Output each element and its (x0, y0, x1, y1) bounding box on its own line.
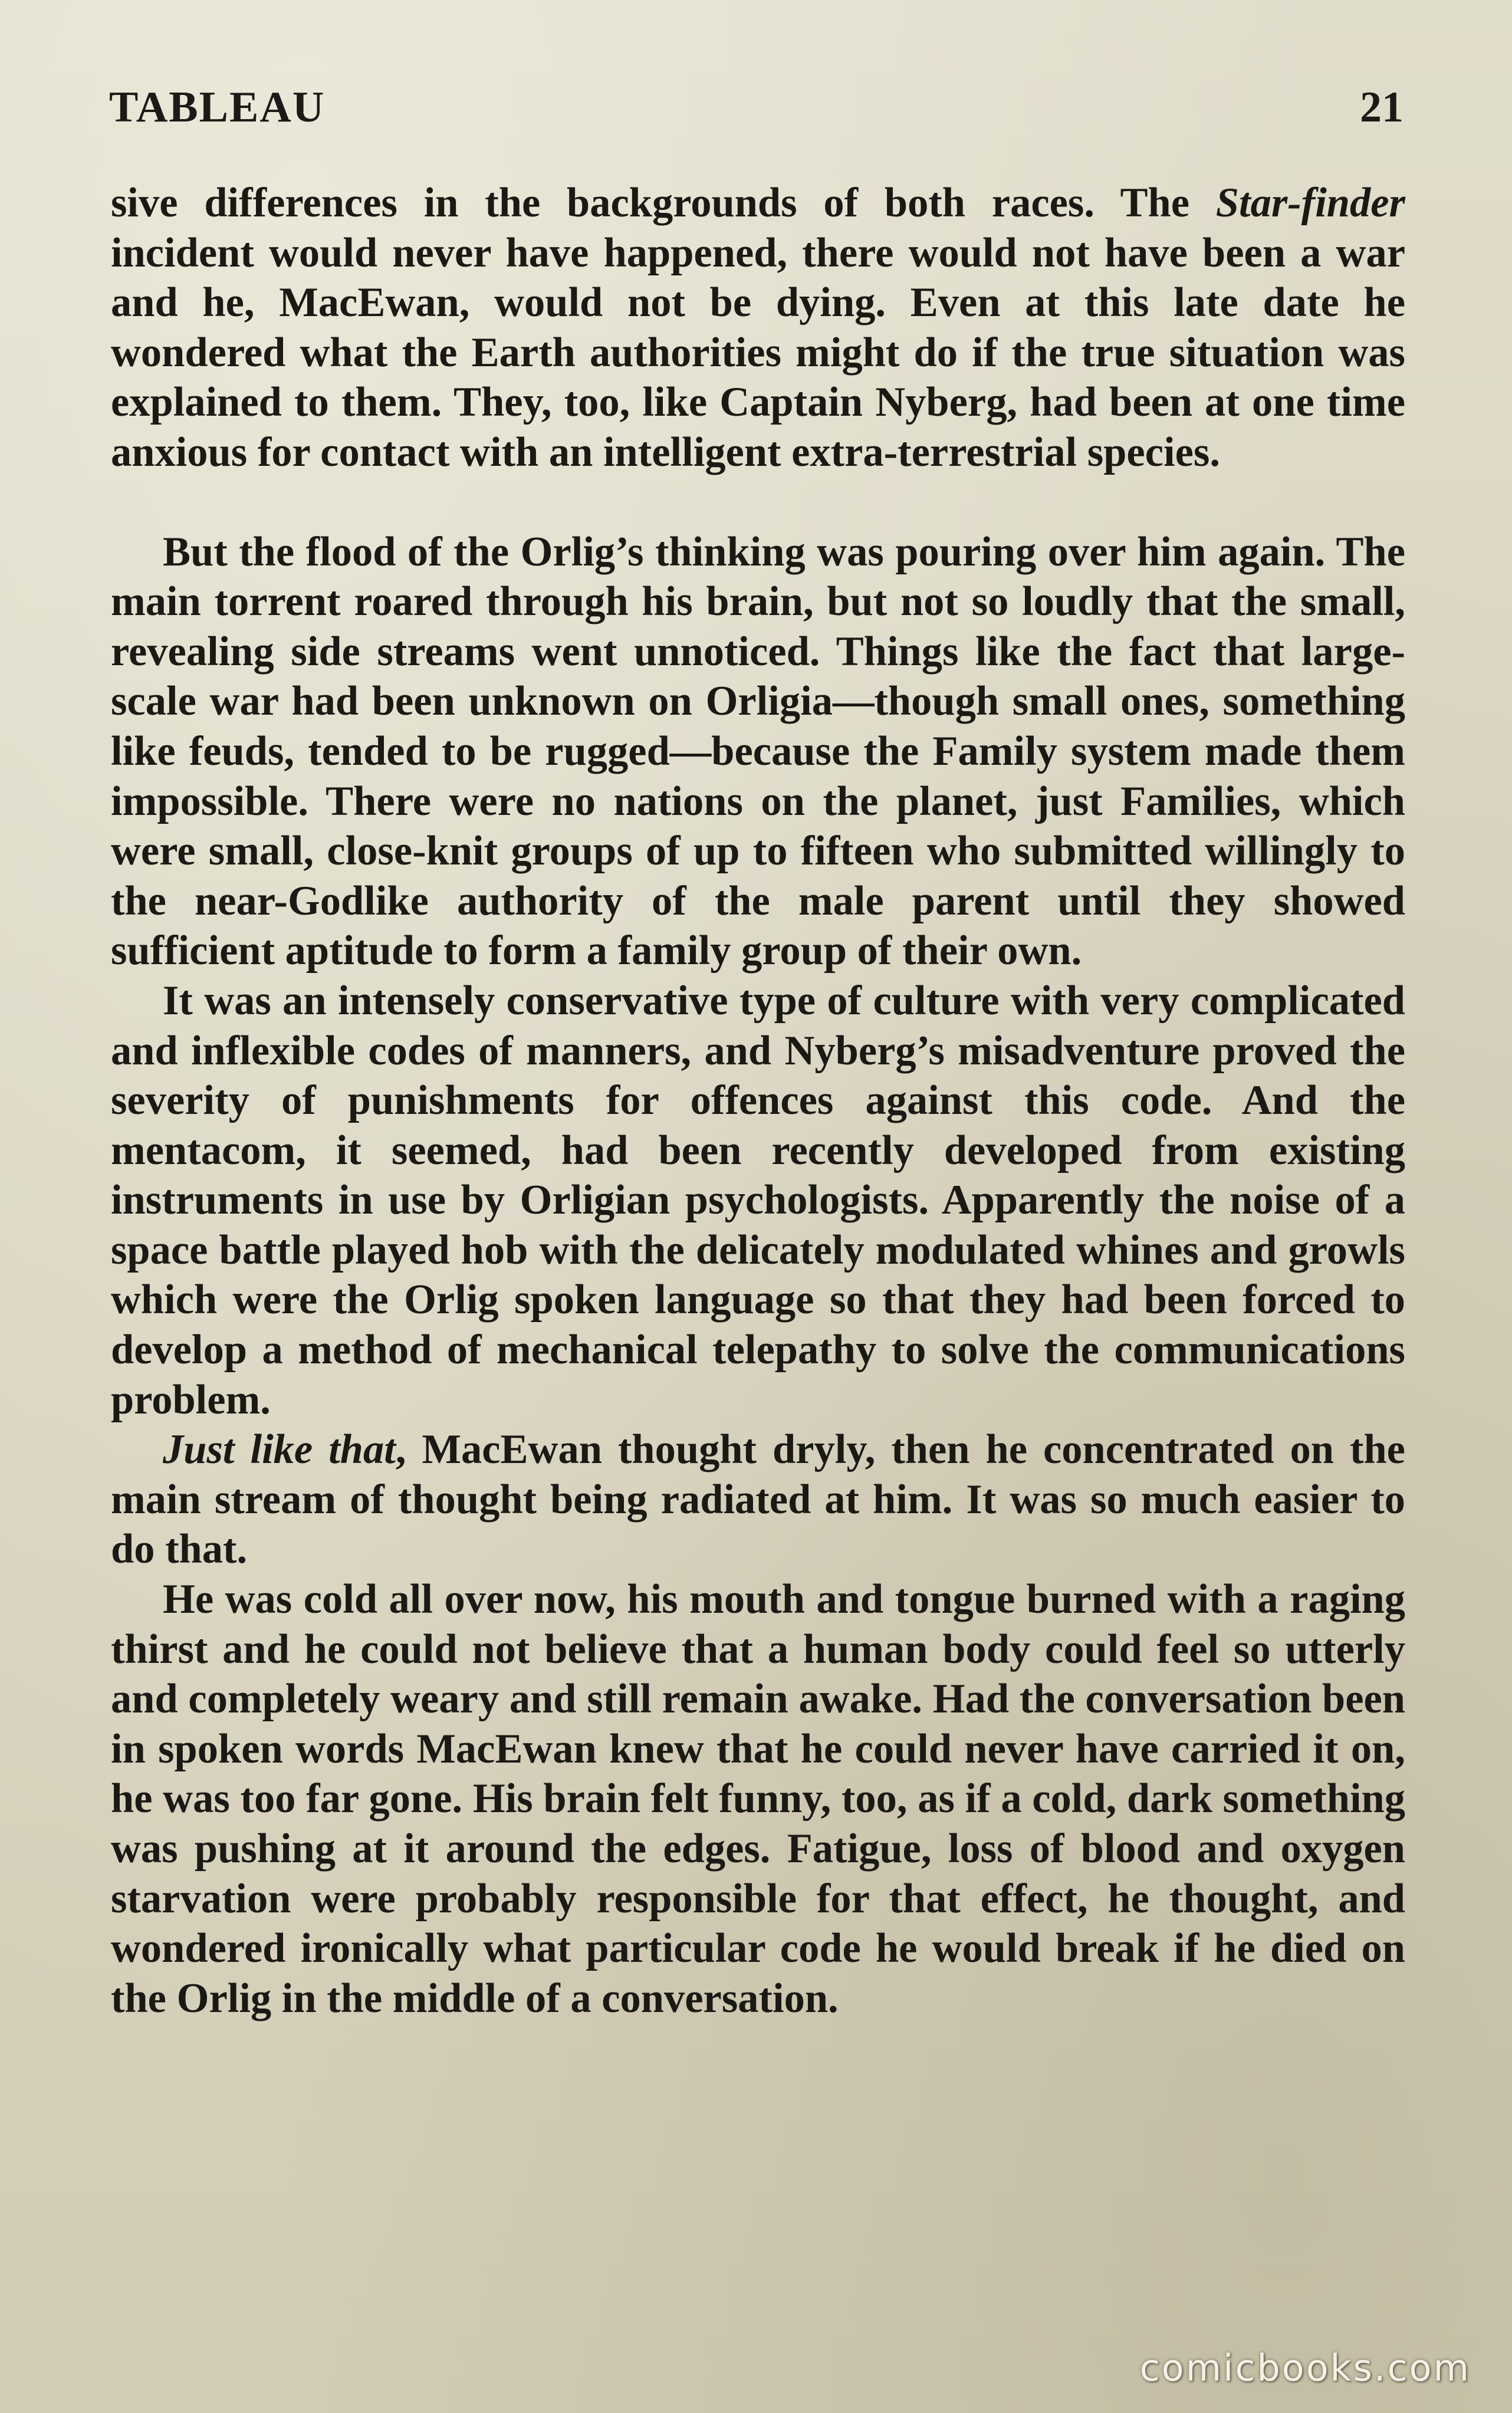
body-text (111, 178, 1405, 2023)
italic-text-run: Just like that (163, 1426, 396, 1473)
italic-text-run: Star-finder (1215, 180, 1405, 226)
text-run: He was cold all over now, his mouth and tongue burned with a raging thirst and he could not believe that a human body could feel so utterly and completely weary and still remain awake. Had the conversation been in spoken words MacEwan knew that he could never have carried it on, he was too far gone. His brain felt funny, too, as if a cold, dark something was pushing at it around the edges. Fatigue, loss of blood and oxygen starvation were probably responsible for that effect, he thought, and wondered ironically what particular code he would break if he died on the Orlig in the middle of a conversation. (111, 1576, 1405, 2021)
text-run: But the flood of the Orlig’s thinking was pouring over him again. The main torrent roared through his brain, but not so loudly that the small, revealing side streams went unnoticed. Things like the fact that large-scale war had been unknown on Orligia—though small ones, something like feuds, tended to be rugged—because the Family system made them impossible. There were no nations on the planet, just Families, which were small, close-knit groups of up to fifteen who submitted willingly to the near-Godlike authority of the male parent until they showed sufficient aptitude to form a family group of their own. (111, 528, 1405, 974)
paragraph (111, 1574, 1405, 2023)
paragraph (111, 976, 1405, 1425)
text-run: It was an intensely conservative type of culture with very complicated and inflexible codes of manners, and Nyberg’s misadventure proved the severity of punishments for offences against this code. And the mentacom, it seemed, had been recently developed from existing instruments in use by Orligian psychologists. Apparently the noise of a space battle played hob with the delicately modulated whines and growls which were the Orlig spoken language so that they had been forced to develop a method of mechanical telepathy to solve the communications problem. (111, 977, 1405, 1423)
paragraph (111, 178, 1405, 478)
paragraph (111, 527, 1405, 976)
text-run: sive differences in the backgrounds of both races. The (111, 180, 1216, 226)
site-watermark: comicbooks.com (1139, 2346, 1471, 2389)
text-run: incident would never have happened, there would not have been a war and he, MacEwan, would not be dying. Even at this late date he wondered what the Earth authorities might do if the true situation was explained to them. They, too, like Captain Nyberg, had been at one time anxious for contact with an intelligent extra-terrestrial species. (111, 229, 1405, 475)
page-number: 21 (1360, 83, 1403, 132)
running-header (109, 83, 1403, 136)
text-run: , MacEwan thought dryly, then he concentrated on the main stream of thought being radiated at him. It was so much easier to do that. (111, 1426, 1405, 1573)
running-title: TABLEAU (109, 83, 326, 132)
paragraph (111, 1425, 1405, 1574)
